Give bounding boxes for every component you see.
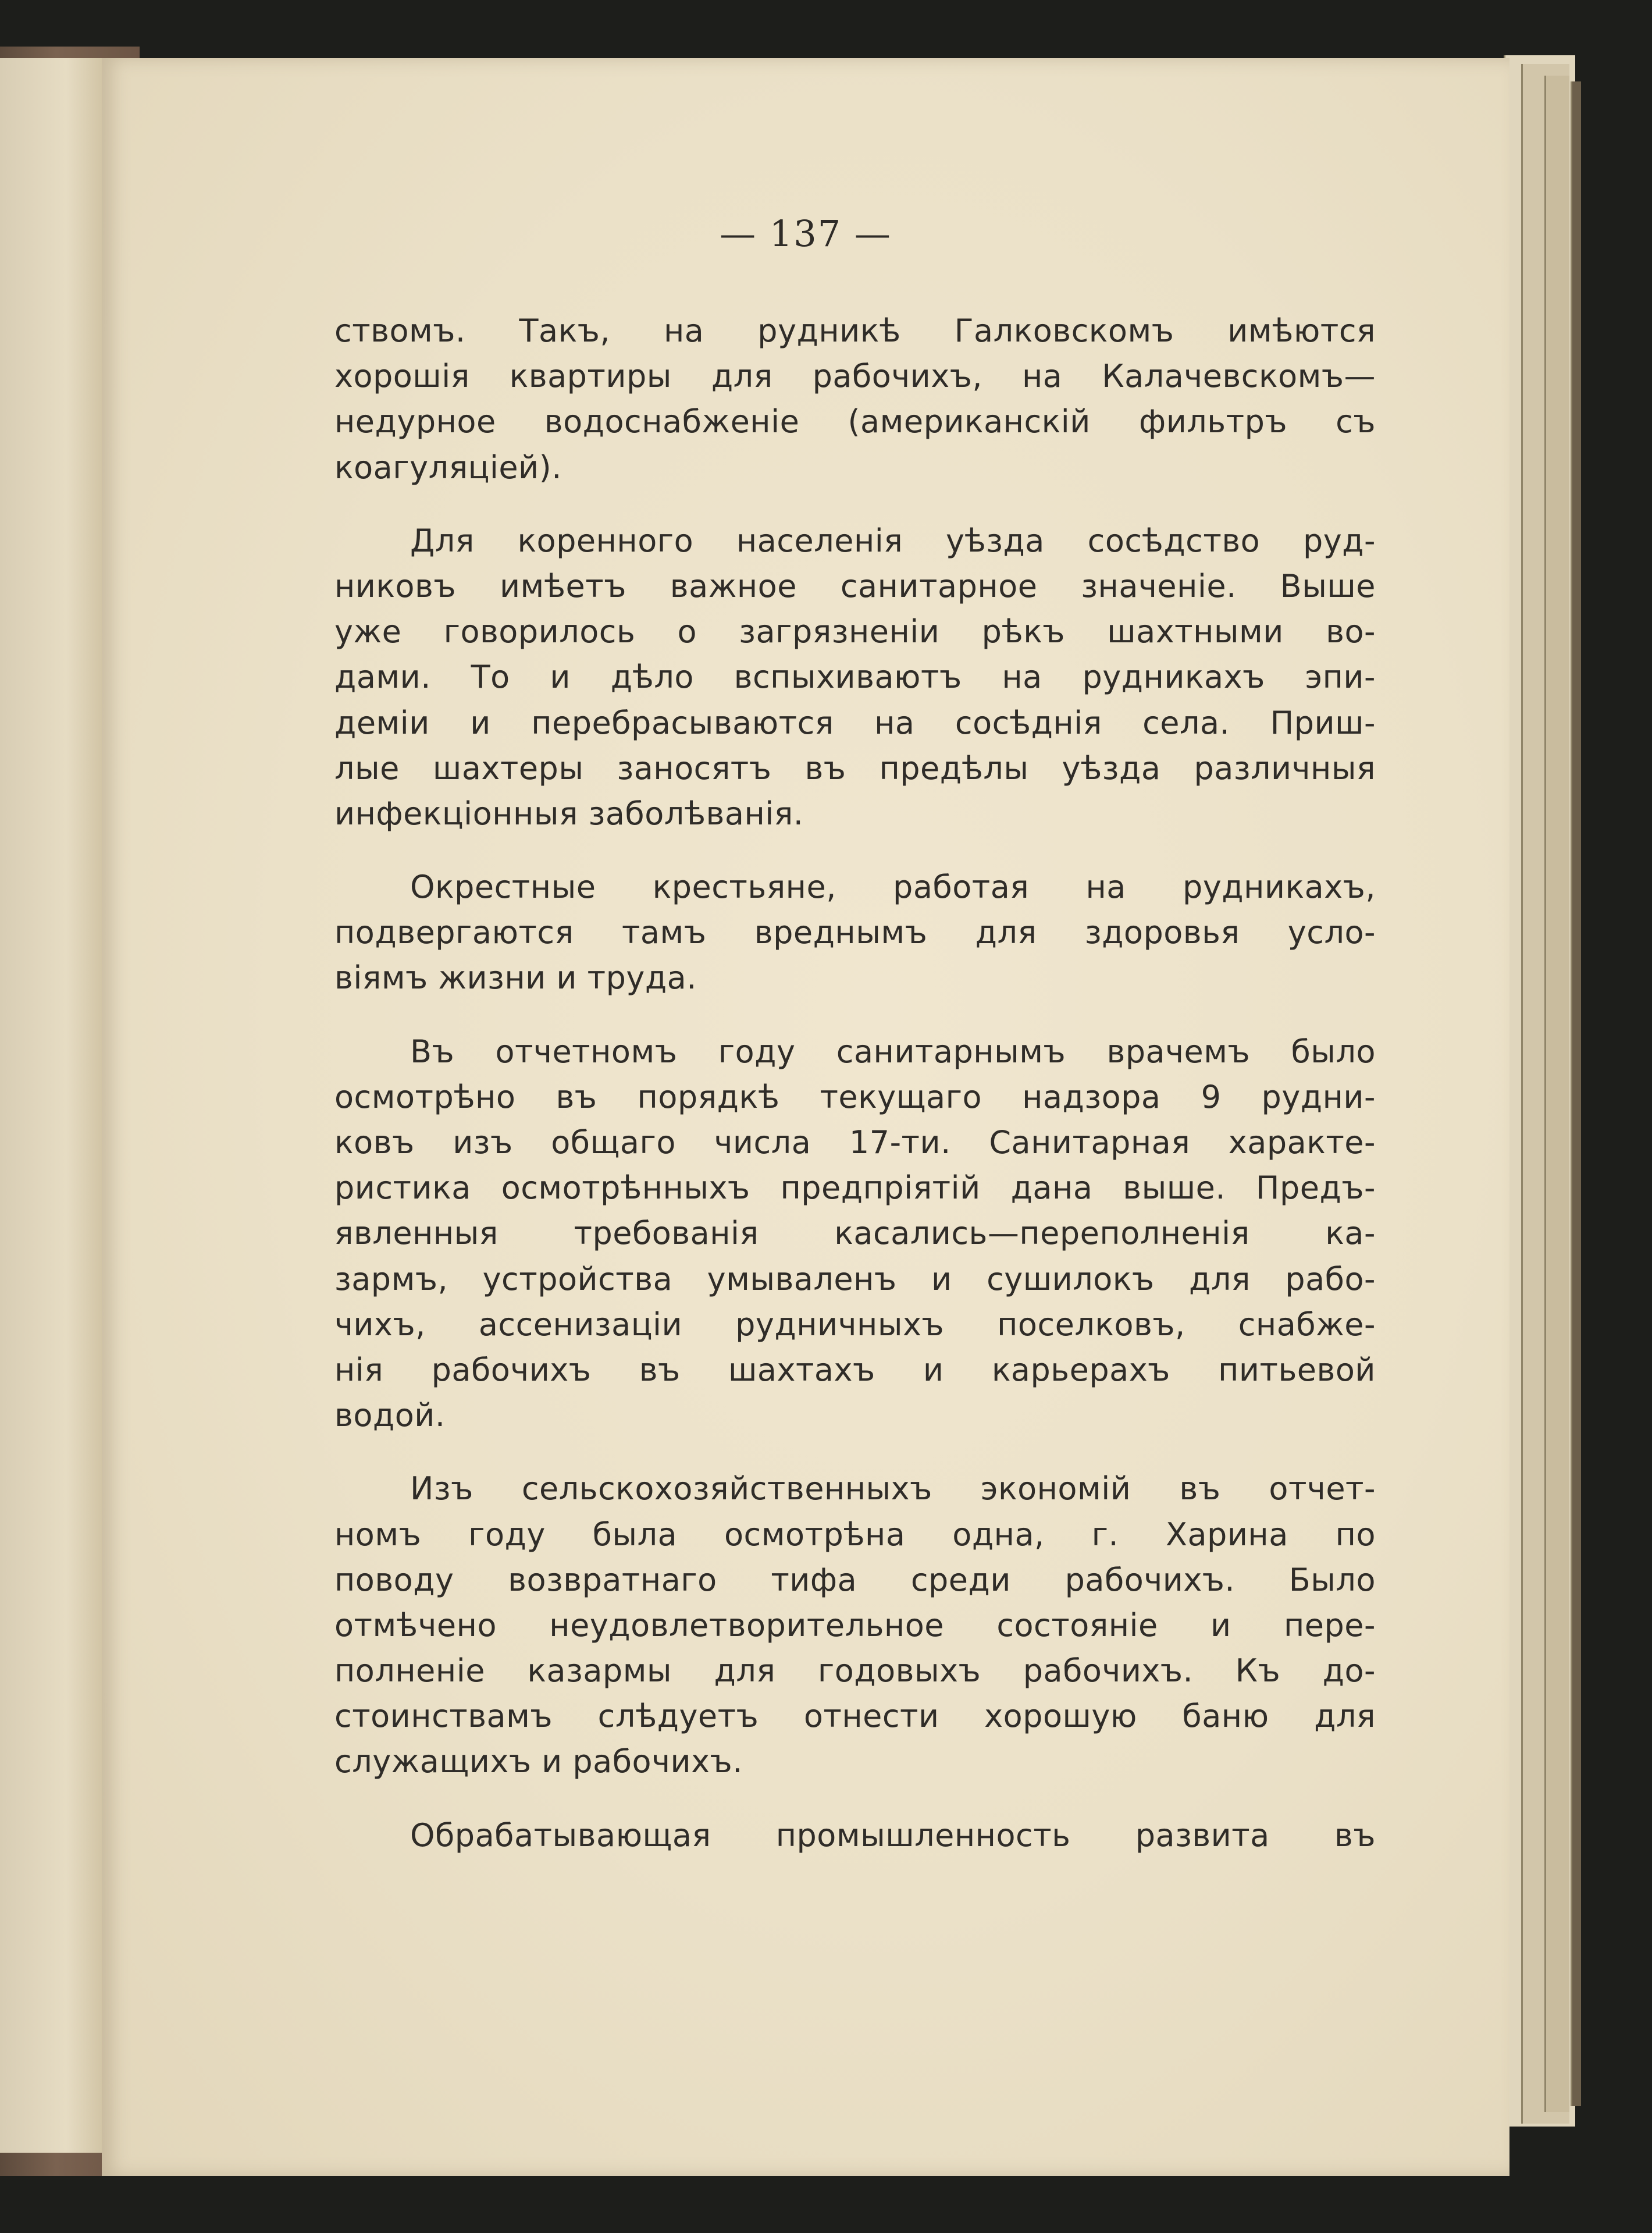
back-cover-edge <box>1571 81 1581 2106</box>
text-line: подвергаются тамъ вреднымъ для здоровья усло- <box>334 914 1376 951</box>
text-line: служащихъ и рабочихъ. <box>334 1743 743 1780</box>
book-page <box>102 58 1509 2176</box>
paragraph <box>334 865 1376 1001</box>
text-line: инфекціонныя заболѣванія. <box>334 795 804 832</box>
page-stack-edge <box>1544 76 1569 2112</box>
text-line: коагуляціей). <box>334 449 562 486</box>
text-line: недурное водоснабженіе (американскій фильтръ съ <box>334 403 1376 440</box>
text-line: отмѣчено неудовлетворительное состояніе и пере- <box>334 1606 1376 1644</box>
text-line: уже говорилось о загрязненіи рѣкъ шахтными во- <box>334 613 1376 650</box>
text-line: Въ отчетномъ году санитарнымъ врачемъ было <box>410 1033 1376 1070</box>
previous-page-edge <box>0 58 112 2153</box>
text-line: нія рабочихъ въ шахтахъ и карьерахъ питьевой <box>334 1351 1376 1388</box>
text-line: поводу возвратнаго тифа среди рабочихъ. Было <box>334 1561 1376 1598</box>
paragraph <box>334 308 1376 490</box>
text-line: номъ году была осмотрѣна одна, г. Харина по <box>334 1516 1376 1553</box>
body-text <box>334 308 1376 1858</box>
text-line: хорошія квартиры для рабочихъ, на Калачевскомъ— <box>334 358 1376 395</box>
text-line: полненіе казармы для годовыхъ рабочихъ. Къ до- <box>334 1652 1376 1690</box>
text-line: ковъ изъ общаго числа 17-ти. Санитарная характе- <box>334 1124 1376 1161</box>
text-line: стоинствамъ слѣдуетъ отнести хорошую баню для <box>334 1698 1376 1735</box>
text-line: деміи и перебрасываются на сосѣднія села. Приш- <box>334 704 1376 741</box>
text-line: Окрестные крестьяне, работая на рудникахъ, <box>410 869 1376 906</box>
text-line: осмотрѣно въ порядкѣ текущаго надзора 9 рудни- <box>334 1078 1376 1115</box>
text-line: ствомъ. Такъ, на рудникѣ Галковскомъ имѣются <box>334 312 1376 349</box>
text-line: Изъ сельскохозяйственныхъ экономій въ отчет- <box>410 1470 1376 1507</box>
paragraph <box>334 1813 1376 1858</box>
text-line: чихъ, ассенизаціи рудничныхъ поселковъ, снабже- <box>334 1306 1376 1343</box>
text-line: Для коренного населенія уѣзда сосѣдство руд- <box>410 522 1376 559</box>
text-line: зармъ, устройства умываленъ и сушилокъ для рабо- <box>334 1260 1376 1297</box>
text-line: лые шахтеры заносятъ въ предѣлы уѣзда различныя <box>334 749 1376 787</box>
text-line: віямъ жизни и труда. <box>334 959 697 997</box>
text-line: дами. То и дѣло вспыхиваютъ на рудникахъ эпи- <box>334 659 1376 696</box>
paragraph <box>334 1466 1376 1784</box>
page-number: — 137 — <box>720 212 892 255</box>
text-line: водой. <box>334 1397 446 1434</box>
text-line: Обрабатывающая промышленность развита въ <box>410 1816 1376 1854</box>
paragraph <box>334 518 1376 837</box>
text-line: ристика осмотрѣнныхъ предпріятій дана выше. Предъ- <box>334 1169 1376 1207</box>
paragraph <box>334 1029 1376 1439</box>
text-line: явленныя требованія касались—переполненія ка- <box>334 1215 1376 1252</box>
text-line: никовъ имѣетъ важное санитарное значеніе. Выше <box>334 567 1376 605</box>
